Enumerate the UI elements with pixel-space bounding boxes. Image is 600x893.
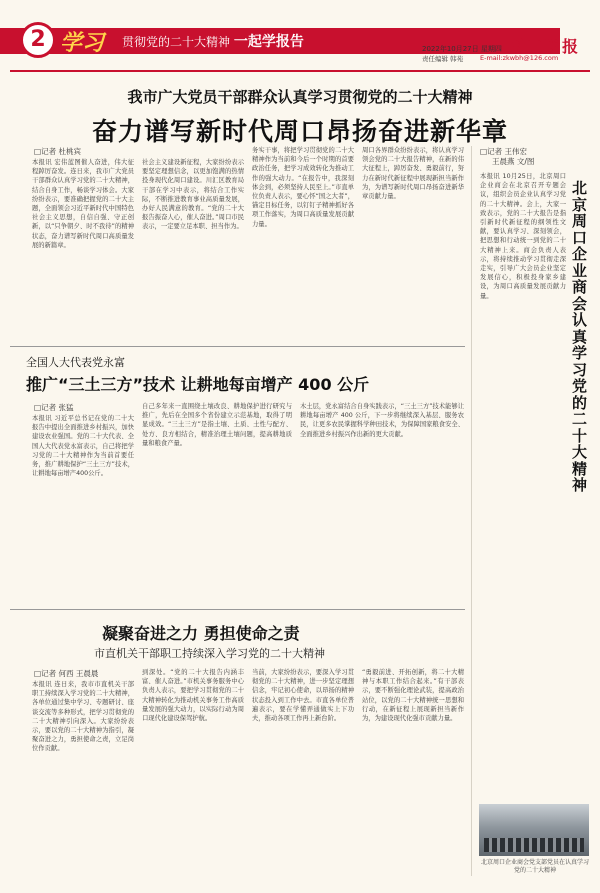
sidebar-photo bbox=[479, 804, 589, 856]
contact-email: E-mail:zkwbh@126.com bbox=[480, 54, 559, 62]
article1-column-4: 周口各界群众纷纷表示，将认真学习领会党的二十大报告精神，在新的伟大征程上，踔厉奋发、勇毅前行，努力在新时代新征程中展现新担当新作为，为谱写新时代周口昂扬奋进新华章贡献力量。 bbox=[362, 147, 464, 201]
article1-column-1: 本报讯 宏伟蓝图催人奋进，伟大征程踔厉奋发。连日来，我市广大党员干部群众认真学习党的二十大精神，结合自身工作，畅谈学习体会。大家纷纷表示，要准确把握党的二十大主题，全面领会习近平新时代中国特色社会主义思想，自信自强、守正创新，以“只争朝夕、时不我待”的精神状态，奋力谱写新时代周口高质量发展的新篇章。 bbox=[32, 159, 134, 249]
slogan-bold: 一起学报告 bbox=[233, 34, 304, 50]
article3-headline: 凝聚奋进之力 勇担使命之责 bbox=[102, 624, 300, 643]
photo-caption: 北京周口企业商会党支部党员在认真学习党的二十大精神 bbox=[480, 859, 589, 874]
sidebar-divider bbox=[471, 146, 472, 876]
article3-byline: □记者 何西 王晨晨 bbox=[34, 669, 99, 678]
section-divider-1 bbox=[10, 346, 465, 347]
page-number: 2 bbox=[20, 22, 56, 58]
article3-column-1: 本报讯 连日来，我市市直机关干部职工持续深入学习党的二十大精神，各单位通过集中学习、专题研讨、座谈交流等多种形式，把学习贯彻党的二十大精神引向深入。大家纷纷表示，要以党的二十大精神为指引，凝聚奋进之力，勇担使命之责，立足岗位作贡献。 bbox=[32, 681, 134, 753]
sidebar-headline: 北京周口企业商会认真学习党的二十大精神 bbox=[572, 179, 588, 494]
article2-column-1: 本报讯 习近平总书记在党的二十大报告中提出全面推进乡村振兴，加快建设农业强国。党的二十大代表、全国人大代表党永富表示，自己将把学习党的二十大精神作为当前首要任务，推广耕地保护“三土三方”技术，让耕地每亩增产400公斤。 bbox=[32, 415, 134, 478]
article3-column-4: “勇毅前进、开拓创新，将二十大精神与本职工作结合起来。”有干部表示，要不断强化理论武装，提高政治站位，以党的二十大精神统一思想和行动，在新征程上展现新担当新作为，为建设现代化强市贡献力量。 bbox=[362, 669, 464, 723]
article1-headline-top: 我市广大党员干部群众认真学习贯彻党的二十大精神 bbox=[127, 88, 473, 106]
article2-column-2: 自己多年来一直围绕土壤改良、耕地保护进行研究与推广，先后在全国多个省份建立示范基地，取得了明显成效。“三土三方”是指土壤、土质、土性与配方、处方、良方相结合，精准治理土壤问题，提高耕地质量和粮食产量。 bbox=[142, 403, 292, 447]
column-name: 学习 bbox=[60, 30, 105, 56]
article1-headline: 奋力谱写新时代周口昂扬奋进新华章 bbox=[91, 117, 508, 146]
article3-subheadline: 市直机关干部职工持续深入学习党的二十大精神 bbox=[94, 647, 325, 660]
article3-column-2: 到深处。“党的二十大报告内涵丰富、催人奋进。”市机关事务服务中心负责人表示，要把学习贯彻党的二十大精神转化为推动机关事务工作高质量发展的强大动力，以实际行动为周口现代化建设保驾护航。 bbox=[142, 669, 244, 723]
article2-headline-top: 全国人大代表党永富 bbox=[26, 356, 125, 369]
page-header bbox=[0, 0, 600, 66]
sidebar-byline-1: □记者 王伟宏 bbox=[480, 147, 527, 156]
editors: 责任编辑 韩苑 bbox=[422, 55, 464, 63]
article1-byline: □记者 杜桃宾 bbox=[34, 147, 81, 156]
sidebar-byline-2: 王晨燕 文/图 bbox=[492, 157, 535, 166]
article1-column-3: 务实干事，将把学习贯彻党的二十大精神作为当前和今后一个时期的首要政治任务，把学习成效转化为推动工作的强大动力。“在报告中，我深刻体会到，必须坚持人民至上。”市直单位负责人表示，要心怀“国之大者”，锚定目标任务，以钉钉子精神抓好各项工作落实，为周口高质量发展贡献力量。 bbox=[252, 147, 354, 228]
article2-byline: □记者 张猛 bbox=[34, 403, 74, 412]
sidebar-text: 本报讯 10月25日，北京周口企业商会在北京召开专题会议，组织会员企业认真学习党的二十大精神。会上，大家一致表示，党的二十大报告是指引新时代新征程的纲领性文献，要认真学习、深刻领会，把思想和行动统一到党的二十大精神上来。商会负责人表示，将持续推动学习贯彻走深走实，引导广大会员企业坚定发展信心，积极投身家乡建设，为周口高质量发展贡献力量。 bbox=[480, 173, 566, 300]
article2-headline: 推广“三土三方”技术 让耕地每亩增产 400 公斤 bbox=[26, 375, 370, 394]
photo-people bbox=[484, 838, 584, 852]
newspaper-logo: 周口晚报 bbox=[508, 37, 581, 56]
issue-date: 2022年10月27日 星期四 bbox=[422, 45, 502, 53]
slogan-prefix: 贯彻党的二十大精神 bbox=[122, 35, 231, 49]
header-slogan bbox=[122, 31, 304, 51]
section-divider-2 bbox=[10, 609, 465, 610]
header-divider bbox=[10, 70, 590, 72]
article2-column-3: 木土层，党永富结合自身实践表示，“三土三方”技术能够让耕地每亩增产 400 公斤，下一步将继续深入基层、服务农民，让更多农民掌握科学种田技术，为保障国家粮食安全、全面推进乡村振兴作出新的更大贡献。 bbox=[300, 403, 464, 438]
article1-column-2: 社会主义建设新征程，大家纷纷表示要坚定理想信念，以更加饱满的热情投身现代化周口建设。川汇区教育局干部在学习中表示，将结合工作实际，不断推进教育事业高质量发展，办好人民满意的教育。“党的二十大报告振奋人心，催人奋进。”周口市民表示，一定要立足本职、担当作为。 bbox=[142, 159, 244, 231]
article3-column-3: 当前，大家纷纷表示，要深入学习贯彻党的二十大精神，进一步坚定理想信念，牢记初心使命，以昂扬的精神状态投入到工作中去。市直各单位普遍表示，要在学懂弄通做实上下功夫，推动各项工作再上新台阶。 bbox=[252, 669, 354, 723]
